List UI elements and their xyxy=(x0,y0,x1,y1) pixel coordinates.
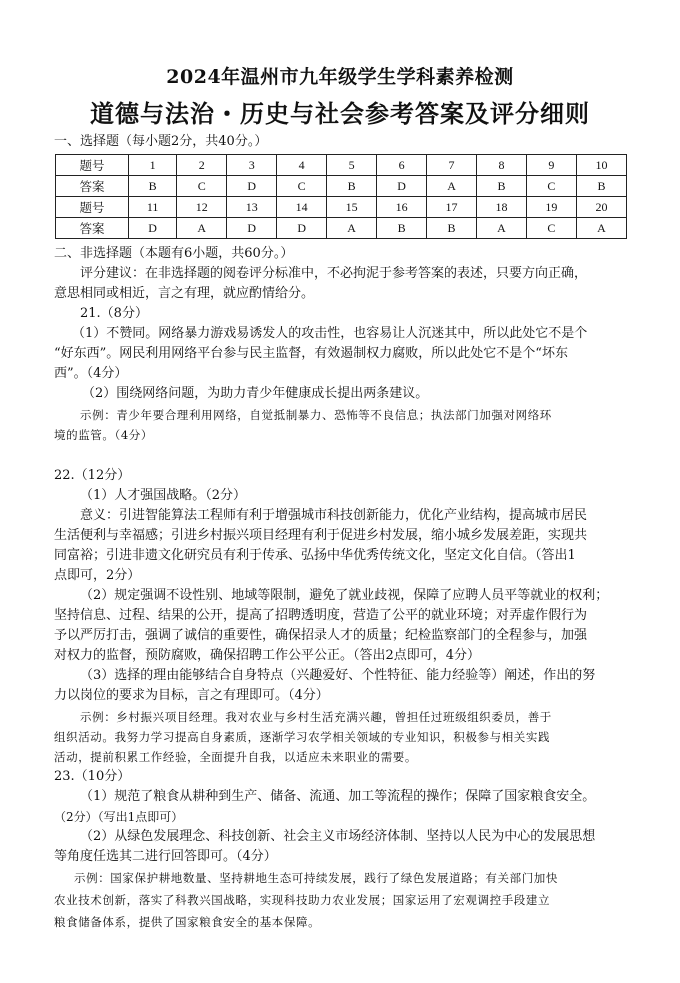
section1-heading: 一、选择题（每小题2分，共40分。） xyxy=(54,134,268,149)
q22-example-line2: 组织活动。我努力学习提高自身素质，逐渐学习农学相关领域的专业知识，积极参与相关实践 xyxy=(54,730,551,744)
answer-table-row-label: 题号 xyxy=(56,155,129,176)
q22-example-line3: 活动，提前积累工作经验，全面提升自我，以适应未来职业的需要。 xyxy=(54,750,417,764)
answer-table-cell: 9 xyxy=(526,155,576,176)
q23-part2-line2: 等角度任选其二进行回答即可。（4分） xyxy=(54,849,277,864)
answer-table-row xyxy=(56,197,627,218)
q22-meaning-line3: 同富裕；引进非遗文化研究员有利于传承、弘扬中华优秀传统文化，坚定文化自信。（答出1 xyxy=(54,548,576,563)
answer-table-row xyxy=(56,176,627,197)
answer-table-cell: 6 xyxy=(377,155,427,176)
answer-table-cell: 2 xyxy=(177,155,227,176)
answer-table-row-label: 答案 xyxy=(56,218,129,239)
q22-meaning-line1: 意义：引进智能算法工程师有利于增强城市科技创新能力，优化产业结构，提高城市居民 xyxy=(80,508,588,523)
answer-table-cell: B xyxy=(129,176,177,197)
scoring-advice-line1: 评分建议：在非选择题的阅卷评分标准中，不必拘泥于参考答案的表述，只要方向正确， xyxy=(80,266,588,281)
document-subtitle: 道德与法治・历史与社会参考答案及评分细则 xyxy=(90,99,590,128)
q22-part2-line3: 予以严厉打击，强调了诚信的重要性，确保招录人才的质量；纪检监察部门的全程参与，加强 xyxy=(54,628,588,643)
answer-table-cell: 8 xyxy=(477,155,527,176)
answer-table-cell: D xyxy=(227,218,277,239)
q21-heading: 21.（8分） xyxy=(80,306,148,321)
answer-table-cell: D xyxy=(277,218,327,239)
q22-part2-line4: 对权力的监督，预防腐败，确保招聘工作公平公正。（答出2点即可，4分） xyxy=(54,648,481,663)
answer-table xyxy=(55,154,627,239)
q22-part1: （1）人才强国战略。（2分） xyxy=(80,488,247,503)
q22-example-line1: 示例：乡村振兴项目经理。我对农业与乡村生活充满兴趣，曾担任过班级组织委员，善于 xyxy=(80,710,552,724)
answer-table-cell: 20 xyxy=(576,197,626,218)
q23-part1-line1: （1）规范了粮食从耕种到生产、储备、流通、加工等流程的操作；保障了国家粮食安全。 xyxy=(80,789,596,804)
answer-table-cell: A xyxy=(576,218,626,239)
answer-table-cell: B xyxy=(477,176,527,197)
scoring-advice-line2: 意思相同或相近，言之有理，就应酌情给分。 xyxy=(54,286,315,301)
q21-part1-line2: “好东西”。网民利用网络平台参与民主监督，有效遏制权力腐败，所以此处它不是个“坏东 xyxy=(54,346,568,361)
answer-table-cell: D xyxy=(129,218,177,239)
answer-table-cell: C xyxy=(526,218,576,239)
q22-heading: 22.（12分） xyxy=(54,468,131,483)
answer-table-cell: A xyxy=(177,218,227,239)
q23-part2-line1: （2）从绿色发展理念、科技创新、社会主义市场经济体制、坚持以人民为中心的发展思想 xyxy=(80,829,596,844)
q22-meaning-line4: 点即可，2分） xyxy=(54,568,141,583)
q22-part2-line1: （2）规定强调不设性别、地域等限制，避免了就业歧视，保障了应聘人员平等就业的权利； xyxy=(80,588,609,603)
answer-table-cell: A xyxy=(327,218,377,239)
q21-part1-line3: 西”。（4分） xyxy=(54,366,128,381)
answer-table-cell: B xyxy=(377,218,427,239)
answer-table-cell: C xyxy=(177,176,227,197)
q22-part3-line1: （3）选择的理由能够结合自身特点（兴趣爱好、个性特征、能力经验等）阐述，作出的努 xyxy=(80,668,596,683)
answer-table-cell: A xyxy=(477,218,527,239)
answer-table-cell: B xyxy=(327,176,377,197)
q21-example-line1: 示例：青少年要合理利用网络，自觉抵制暴力、恐怖等不良信息；执法部门加强对网络环 xyxy=(80,408,552,422)
q23-example-line3: 粮食储备体系，提供了国家粮食安全的基本保障。 xyxy=(54,915,321,929)
answer-table-cell: A xyxy=(427,176,477,197)
answer-table-cell: 7 xyxy=(427,155,477,176)
answer-table-cell: D xyxy=(227,176,277,197)
q23-example-line2: 农业技术创新，落实了科教兴国战略，实现科技助力农业发展；国家运用了宏观调控手段建立 xyxy=(54,893,551,907)
answer-table-cell: 4 xyxy=(277,155,327,176)
answer-table-cell: B xyxy=(576,176,626,197)
q21-part2: （2）围绕网络问题，为助力青少年健康成长提出两条建议。 xyxy=(82,386,429,401)
q22-part3-line2: 力以岗位的要求为目标，言之有理即可。（4分） xyxy=(54,688,329,703)
q21-part1-line1: （1）不赞同。网络暴力游戏易诱发人的攻击性，也容易让人沉迷其中，所以此处它不是个 xyxy=(72,326,588,341)
answer-table-cell: 14 xyxy=(277,197,327,218)
answer-table-cell: 15 xyxy=(327,197,377,218)
answer-table-cell: 19 xyxy=(526,197,576,218)
answer-table-cell: C xyxy=(277,176,327,197)
answer-table-cell: 5 xyxy=(327,155,377,176)
answer-table-cell: 16 xyxy=(377,197,427,218)
answer-table-cell: C xyxy=(526,176,576,197)
answer-table-cell: 11 xyxy=(129,197,177,218)
answer-table-row-label: 题号 xyxy=(56,197,129,218)
answer-table-cell: 10 xyxy=(576,155,626,176)
answer-table-cell: 18 xyxy=(477,197,527,218)
q22-part2-line2: 坚持信息、过程、结果的公开，提高了招聘透明度，营造了公平的就业环境；对弄虚作假行为 xyxy=(54,608,588,623)
answer-table-cell: B xyxy=(427,218,477,239)
q22-meaning-line2: 生活便利与幸福感；引进乡村振兴项目经理有利于促进乡村发展，缩小城乡发展差距，实现共 xyxy=(54,528,588,543)
answer-table-cell: D xyxy=(377,176,427,197)
section2-heading: 二、非选择题（本题有6小题，共60分。） xyxy=(54,246,294,261)
answer-table-cell: 3 xyxy=(227,155,277,176)
answer-table-cell: 12 xyxy=(177,197,227,218)
q23-example-line1: 示例：国家保护耕地数量、坚持耕地生态可持续发展，践行了绿色发展道路；有关部门加快 xyxy=(74,871,558,885)
document-title: 2024年温州市九年级学生学科素养检测 xyxy=(166,66,514,88)
q21-example-line2: 境的监管。（4分） xyxy=(54,428,153,442)
q23-heading: 23.（10分） xyxy=(54,769,131,784)
answer-table-row xyxy=(56,218,627,239)
answer-table-cell: 1 xyxy=(129,155,177,176)
q23-part1-line2: （2分）（写出1点即可） xyxy=(54,810,184,824)
answer-table-cell: 17 xyxy=(427,197,477,218)
answer-table-row xyxy=(56,155,627,176)
answer-table-cell: 13 xyxy=(227,197,277,218)
answer-table-row-label: 答案 xyxy=(56,176,129,197)
